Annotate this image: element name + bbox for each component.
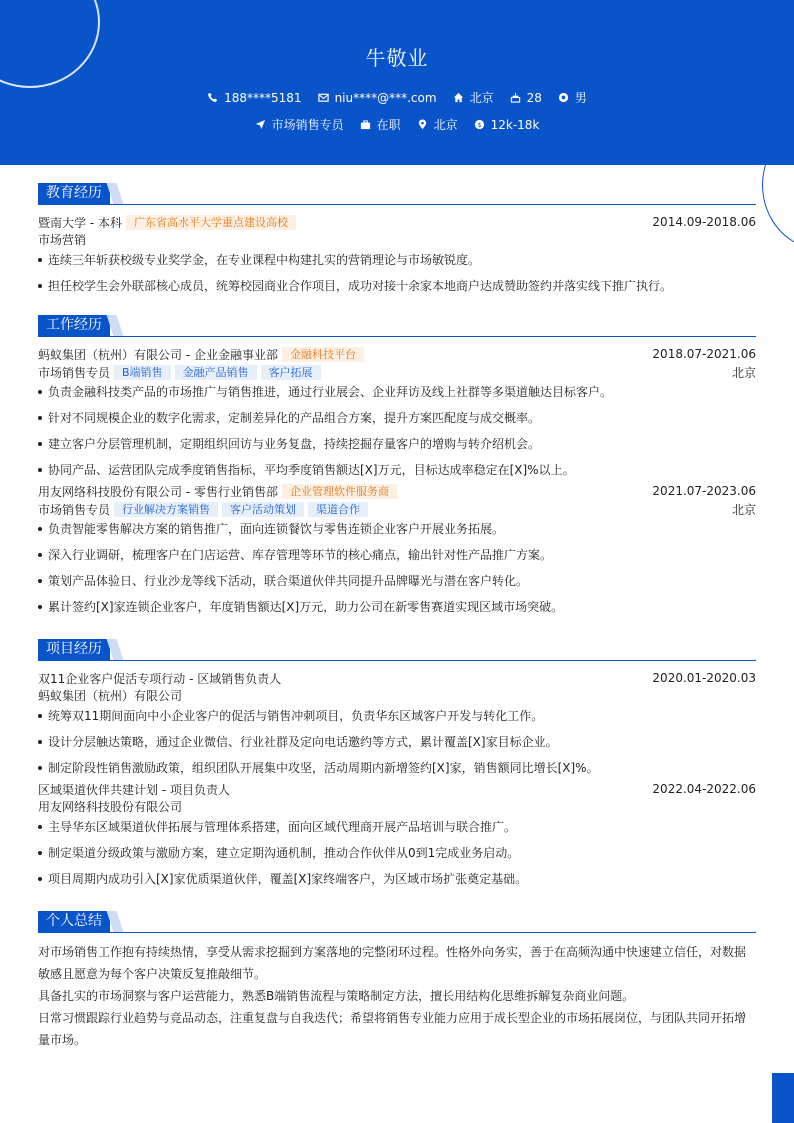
skill-tag: 金融产品销售 — [175, 365, 257, 380]
school-name: 暨南大学 - 本科 — [38, 215, 122, 230]
job-position: 市场销售专员 — [38, 502, 111, 517]
phone-icon — [207, 92, 218, 103]
job-city: 北京 — [731, 365, 756, 380]
project-bullets — [38, 819, 756, 887]
contact-row — [0, 89, 794, 106]
cake-icon — [510, 92, 521, 103]
project-entry — [38, 669, 756, 776]
list-item: 统筹双11期间面向中小企业客户的促活与销售冲刺项目，负责华东区域客户开发与转化工作。 — [38, 708, 756, 724]
job-date: 2021.07-2023.06 — [652, 484, 756, 498]
intent-status — [360, 116, 401, 133]
section-header — [38, 639, 756, 661]
job-date: 2018.07-2021.06 — [652, 347, 756, 361]
phone-text: 188****5181 — [224, 90, 302, 105]
contact-home — [453, 89, 494, 106]
section-title: 教育经历 — [38, 183, 110, 204]
work-section — [38, 315, 756, 615]
list-item: 负责智能零售解决方案的销售推广，面向连锁餐饮与零售连锁企业客户开展业务拓展。 — [38, 521, 756, 537]
mail-icon — [318, 92, 329, 103]
job-bullets — [38, 521, 756, 615]
job-entry — [38, 482, 756, 615]
project-date: 2020.01-2020.03 — [652, 671, 756, 685]
list-item: 策划产品体验日、行业沙龙等线下活动，联合渠道伙伴共同提升品牌曝光与潜在客户转化。 — [38, 573, 756, 589]
intent-position-text: 市场销售专员 — [271, 118, 344, 132]
project-date: 2022.04-2022.06 — [652, 782, 756, 796]
company-tag: 金融科技平台 — [282, 347, 364, 362]
gender-text: 男 — [574, 91, 587, 105]
email-text: niu****@***.com — [334, 90, 437, 105]
job-intent-row — [0, 116, 794, 133]
job-city: 北京 — [731, 502, 756, 517]
job-position: 市场销售专员 — [38, 365, 111, 380]
list-item: 制定阶段性销售激励政策，组织团队开展集中攻坚，活动周期内新增签约[X]家，销售额同比增长[X]%。 — [38, 760, 756, 776]
list-item: 建立客户分层管理机制，定期组织回访与业务复盘，持续挖掘存量客户的增购与转介绍机会。 — [38, 436, 756, 452]
school-tag: 广东省高水平大学重点建设高校 — [126, 215, 296, 230]
project-name: 双11企业客户促活专项行动 - 区域销售负责人 — [38, 671, 282, 686]
candidate-name: 牛敬业 — [365, 46, 429, 70]
projects-section — [38, 639, 756, 887]
skill-tag: B端销售 — [114, 365, 171, 380]
project-bullets — [38, 708, 756, 776]
list-item: 担任校学生会外联部核心成员，统筹校园商业合作项目，成功对接十余家本地商户达成赞助签约并落实线下推广执行。 — [38, 278, 756, 294]
list-item: 深入行业调研，梳理客户在门店运营、库存管理等环节的核心痛点，输出针对性产品推广方案。 — [38, 547, 756, 563]
summary-paragraph: 具备扎实的市场洞察与客户运营能力，熟悉B端销售流程与策略制定方法，擅长用结构化思维拆解复杂商业问题。 — [38, 989, 635, 1003]
skill-tag: 渠道合作 — [308, 502, 368, 517]
summary-section — [38, 911, 756, 1051]
intent-city-text: 北京 — [433, 118, 458, 132]
svg-text:$: $ — [477, 120, 482, 129]
section-header — [38, 315, 756, 337]
list-item: 连续三年斩获校级专业奖学金，在专业课程中构建扎实的营销理论与市场敏锐度。 — [38, 252, 756, 268]
resume-header — [0, 0, 794, 165]
company-name: 用友网络科技股份有限公司 - 零售行业销售部 — [38, 484, 278, 499]
section-title: 项目经历 — [38, 639, 110, 660]
summary-paragraph: 日常习惯跟踪行业趋势与竞品动态，注重复盘与自我迭代；希望将销售专业能力应用于成长型企业的市场拓展岗位，与团队共同开拓增量市场。 — [38, 1011, 747, 1047]
intent-status-text: 在职 — [376, 118, 401, 132]
salary-icon — [474, 119, 485, 130]
intent-position — [255, 116, 344, 133]
company-tag: 企业管理软件服务商 — [282, 484, 397, 499]
location-icon — [417, 119, 428, 130]
skill-tag: 行业解决方案销售 — [114, 502, 218, 517]
home-text: 北京 — [469, 91, 494, 105]
list-item: 主导华东区域渠道伙伴拓展与管理体系搭建，面向区域代理商开展产品培训与联合推广。 — [38, 819, 756, 835]
education-date: 2014.09-2018.06 — [652, 215, 756, 229]
list-item: 项目周期内成功引入[X]家优质渠道伙伴，覆盖[X]家终端客户，为区域市场扩张奠定基础。 — [38, 871, 756, 887]
intent-salary — [474, 116, 540, 133]
contact-gender — [558, 89, 587, 106]
skill-tag: 客户活动策划 — [222, 502, 304, 517]
education-bullets — [38, 252, 756, 294]
list-item: 制定渠道分级政策与激励方案，建立定期沟通机制，推动合作伙伴从0到1完成业务启动。 — [38, 845, 756, 861]
intent-city — [417, 116, 458, 133]
skill-tag: 客户拓展 — [261, 365, 321, 380]
home-icon — [453, 92, 464, 103]
decorative-corner-block — [772, 1073, 794, 1123]
job-entry — [38, 345, 756, 478]
contact-phone — [207, 89, 301, 106]
list-item: 设计分层触达策略，通过企业微信、行业社群及定向电话邀约等方式，累计覆盖[X]家目标企业。 — [38, 734, 756, 750]
project-company: 用友网络科技股份有限公司 — [38, 800, 183, 814]
send-icon — [255, 119, 266, 130]
contact-age — [510, 89, 542, 106]
gender-icon — [558, 92, 569, 103]
age-text: 28 — [526, 90, 542, 105]
project-name: 区域渠道伙伴共建计划 - 项目负责人 — [38, 782, 230, 797]
list-item: 针对不同规模企业的数字化需求，定制差异化的产品组合方案，提升方案匹配度与成交概率。 — [38, 410, 756, 426]
section-header — [38, 183, 756, 205]
list-item: 协同产品、运营团队完成季度销售指标，平均季度销售额达[X]万元，目标达成率稳定在[X]%以上。 — [38, 462, 756, 478]
project-company: 蚂蚁集团（杭州）有限公司 — [38, 689, 183, 703]
company-name: 蚂蚁集团（杭州）有限公司 - 企业金融事业部 — [38, 347, 278, 362]
section-title: 个人总结 — [38, 911, 110, 932]
summary-paragraph: 对市场销售工作抱有持续热情，享受从需求挖掘到方案落地的完整闭环过程。性格外向务实，善于在高频沟通中快速建立信任，对数据敏感且愿意为每个客户决策反复推敲细节。 — [38, 945, 747, 981]
contact-email — [318, 89, 437, 106]
briefcase-icon — [360, 119, 371, 130]
project-entry — [38, 780, 756, 887]
major: 市场营销 — [38, 233, 87, 247]
section-header — [38, 911, 756, 933]
education-section — [38, 183, 756, 294]
education-entry — [38, 213, 756, 231]
section-title: 工作经历 — [38, 315, 110, 336]
list-item: 累计签约[X]家连锁企业客户，年度销售额达[X]万元，助力公司在新零售赛道实现区域市场突破。 — [38, 599, 756, 615]
intent-salary-text: 12k-18k — [490, 117, 540, 132]
list-item: 负责金融科技类产品的市场推广与销售推进，通过行业展会、企业拜访及线上社群等多渠道触达目标客户。 — [38, 384, 756, 400]
job-bullets — [38, 384, 756, 478]
